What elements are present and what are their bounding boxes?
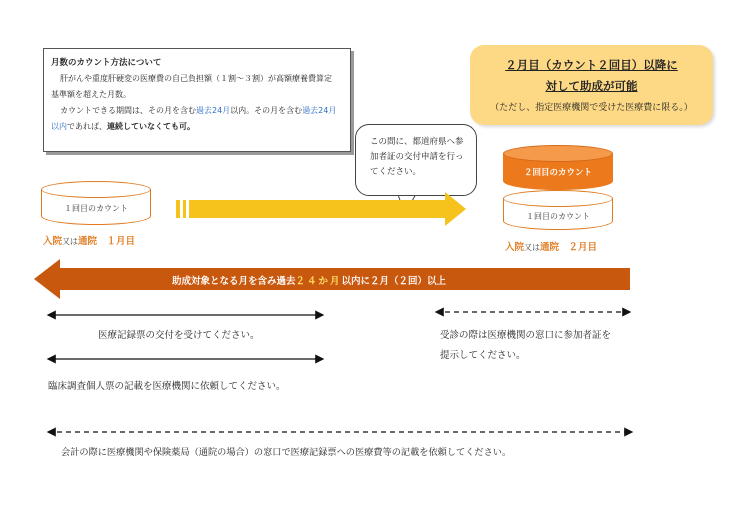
callout-line2: 対して助成が可能 bbox=[545, 79, 638, 93]
info-box-para1: 肝がんや重度肝硬変の医療費の自己負担額（１割～３割）が高額療養費算定 基準額を超えた月数。 bbox=[51, 74, 332, 99]
info-box-title: 月数のカウント方法について bbox=[51, 58, 162, 68]
record-issue-caption: 医療記録票の交付を受けてください。 bbox=[98, 330, 260, 341]
second-month-first-count-label: １回目のカウント bbox=[526, 212, 590, 221]
callout-note: （ただし、指定医療機関で受けた医療費に限る。） bbox=[490, 103, 693, 113]
eligibility-period-text: 助成対象となる月を含み過去２４か月以内に２月（２回）以上 bbox=[172, 276, 447, 287]
present-cert-caption: 受診の際は医療機関の窓口に参加者証を 提示してください。 bbox=[440, 330, 612, 361]
first-count-label: １回目のカウント bbox=[64, 204, 128, 213]
info-box-para2: カウントできる期間は、その月を含む過去24月以内。その月を含む過去24月 以内であれば、連続していなくても可。 bbox=[51, 106, 337, 131]
application-speech-bubble: この間に、都道府県へ参 加者証の交付申請を行っ てください。 bbox=[355, 124, 477, 196]
callout-line1: ２月目（カウント２回目）以降に bbox=[505, 58, 678, 72]
second-month-caption: 入院又は通院 ２月目 bbox=[505, 242, 598, 253]
clinical-survey-caption: 臨床調査個人票の記載を医療機関に依頼してください。 bbox=[48, 381, 286, 392]
first-month-caption: 入院又は通院 １月目 bbox=[43, 236, 136, 247]
second-count-label: ２回目のカウント bbox=[523, 168, 592, 178]
billing-caption: 会計の際に医療機関や保険薬局（通院の場合）の窓口で医療記録票への医療費等の記載を依頼してください。 bbox=[61, 447, 512, 458]
